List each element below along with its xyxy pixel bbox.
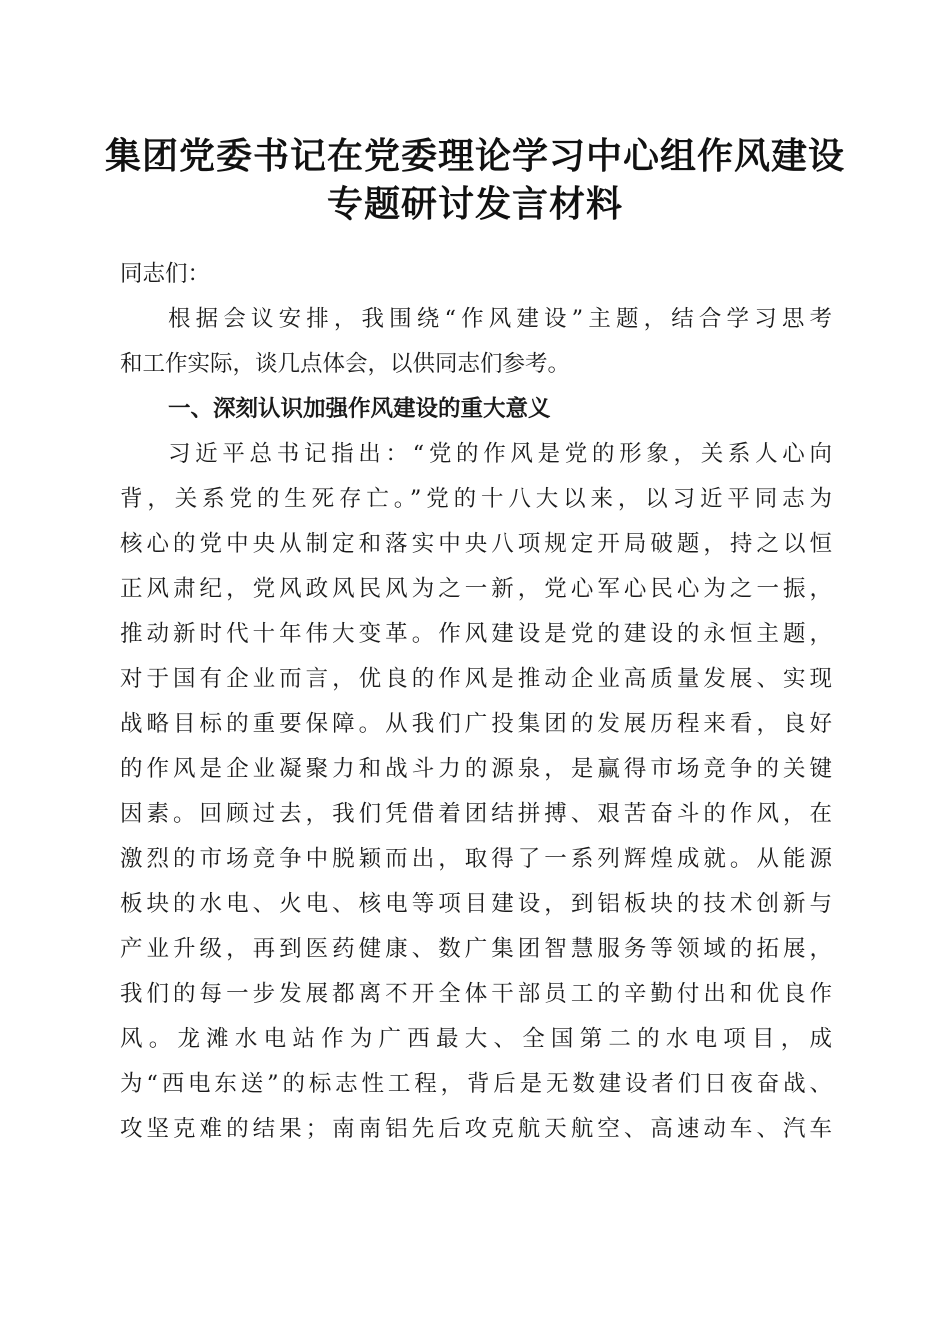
- paragraph-line: 风。龙滩水电站作为广西最大、全国第二的水电项目，成: [120, 1026, 832, 1052]
- paragraph-line: 背，关系党的生死存亡。”党的十八大以来，以习近平同志为: [120, 486, 832, 512]
- document-title-line-2: 专题研讨发言材料: [326, 183, 623, 225]
- paragraph-line: 因素。回顾过去，我们凭借着团结拼搏、艰苦奋斗的作风，在: [120, 801, 832, 827]
- document-body: [120, 252, 832, 1152]
- paragraph-line: 核心的党中央从制定和落实中央八项规定开局破题，持之以恒: [120, 531, 832, 557]
- intro-paragraph-line: 和工作实际，谈几点体会，以供同志们参考。: [120, 351, 571, 377]
- paragraph-line: 激烈的市场竞争中脱颖而出，取得了一系列辉煌成就。从能源: [120, 846, 832, 872]
- document-title-line-1: 集团党委书记在党委理论学习中心组作风建设: [104, 135, 845, 177]
- paragraph-line: 推动新时代十年伟大变革。作风建设是党的建设的永恒主题，: [120, 621, 832, 647]
- salutation: 同志们：: [120, 261, 211, 287]
- paragraph-line: 习近平总书记指出：“党的作风是党的形象，关系人心向: [168, 441, 832, 467]
- paragraph-line: 我们的每一步发展都离不开全体干部员工的辛勤付出和优良作: [120, 981, 832, 1007]
- paragraph-line: 正风肃纪，党风政风民风为之一新，党心军心民心为之一振，: [120, 576, 832, 602]
- paragraph-line: 板块的水电、火电、核电等项目建设，到铝板块的技术创新与: [120, 891, 832, 917]
- section-heading: 一、深刻认识加强作风建设的重大意义: [168, 396, 551, 422]
- paragraph-line: 攻坚克难的结果；南南铝先后攻克航天航空、高速动车、汽车: [120, 1116, 832, 1142]
- paragraph-line: 产业升级，再到医药健康、数广集团智慧服务等领域的拓展，: [120, 936, 832, 962]
- paragraph-line: 对于国有企业而言，优良的作风是推动企业高质量发展、实现: [120, 666, 832, 692]
- paragraph-line: 为“西电东送”的标志性工程，背后是无数建设者们日夜奋战、: [120, 1071, 832, 1097]
- paragraph-line: 战略目标的重要保障。从我们广投集团的发展历程来看，良好: [120, 711, 832, 737]
- paragraph-line: 的作风是企业凝聚力和战斗力的源泉，是赢得市场竞争的关键: [120, 756, 832, 782]
- intro-paragraph-line: 根据会议安排，我围绕“作风建设”主题，结合学习思考: [168, 306, 832, 332]
